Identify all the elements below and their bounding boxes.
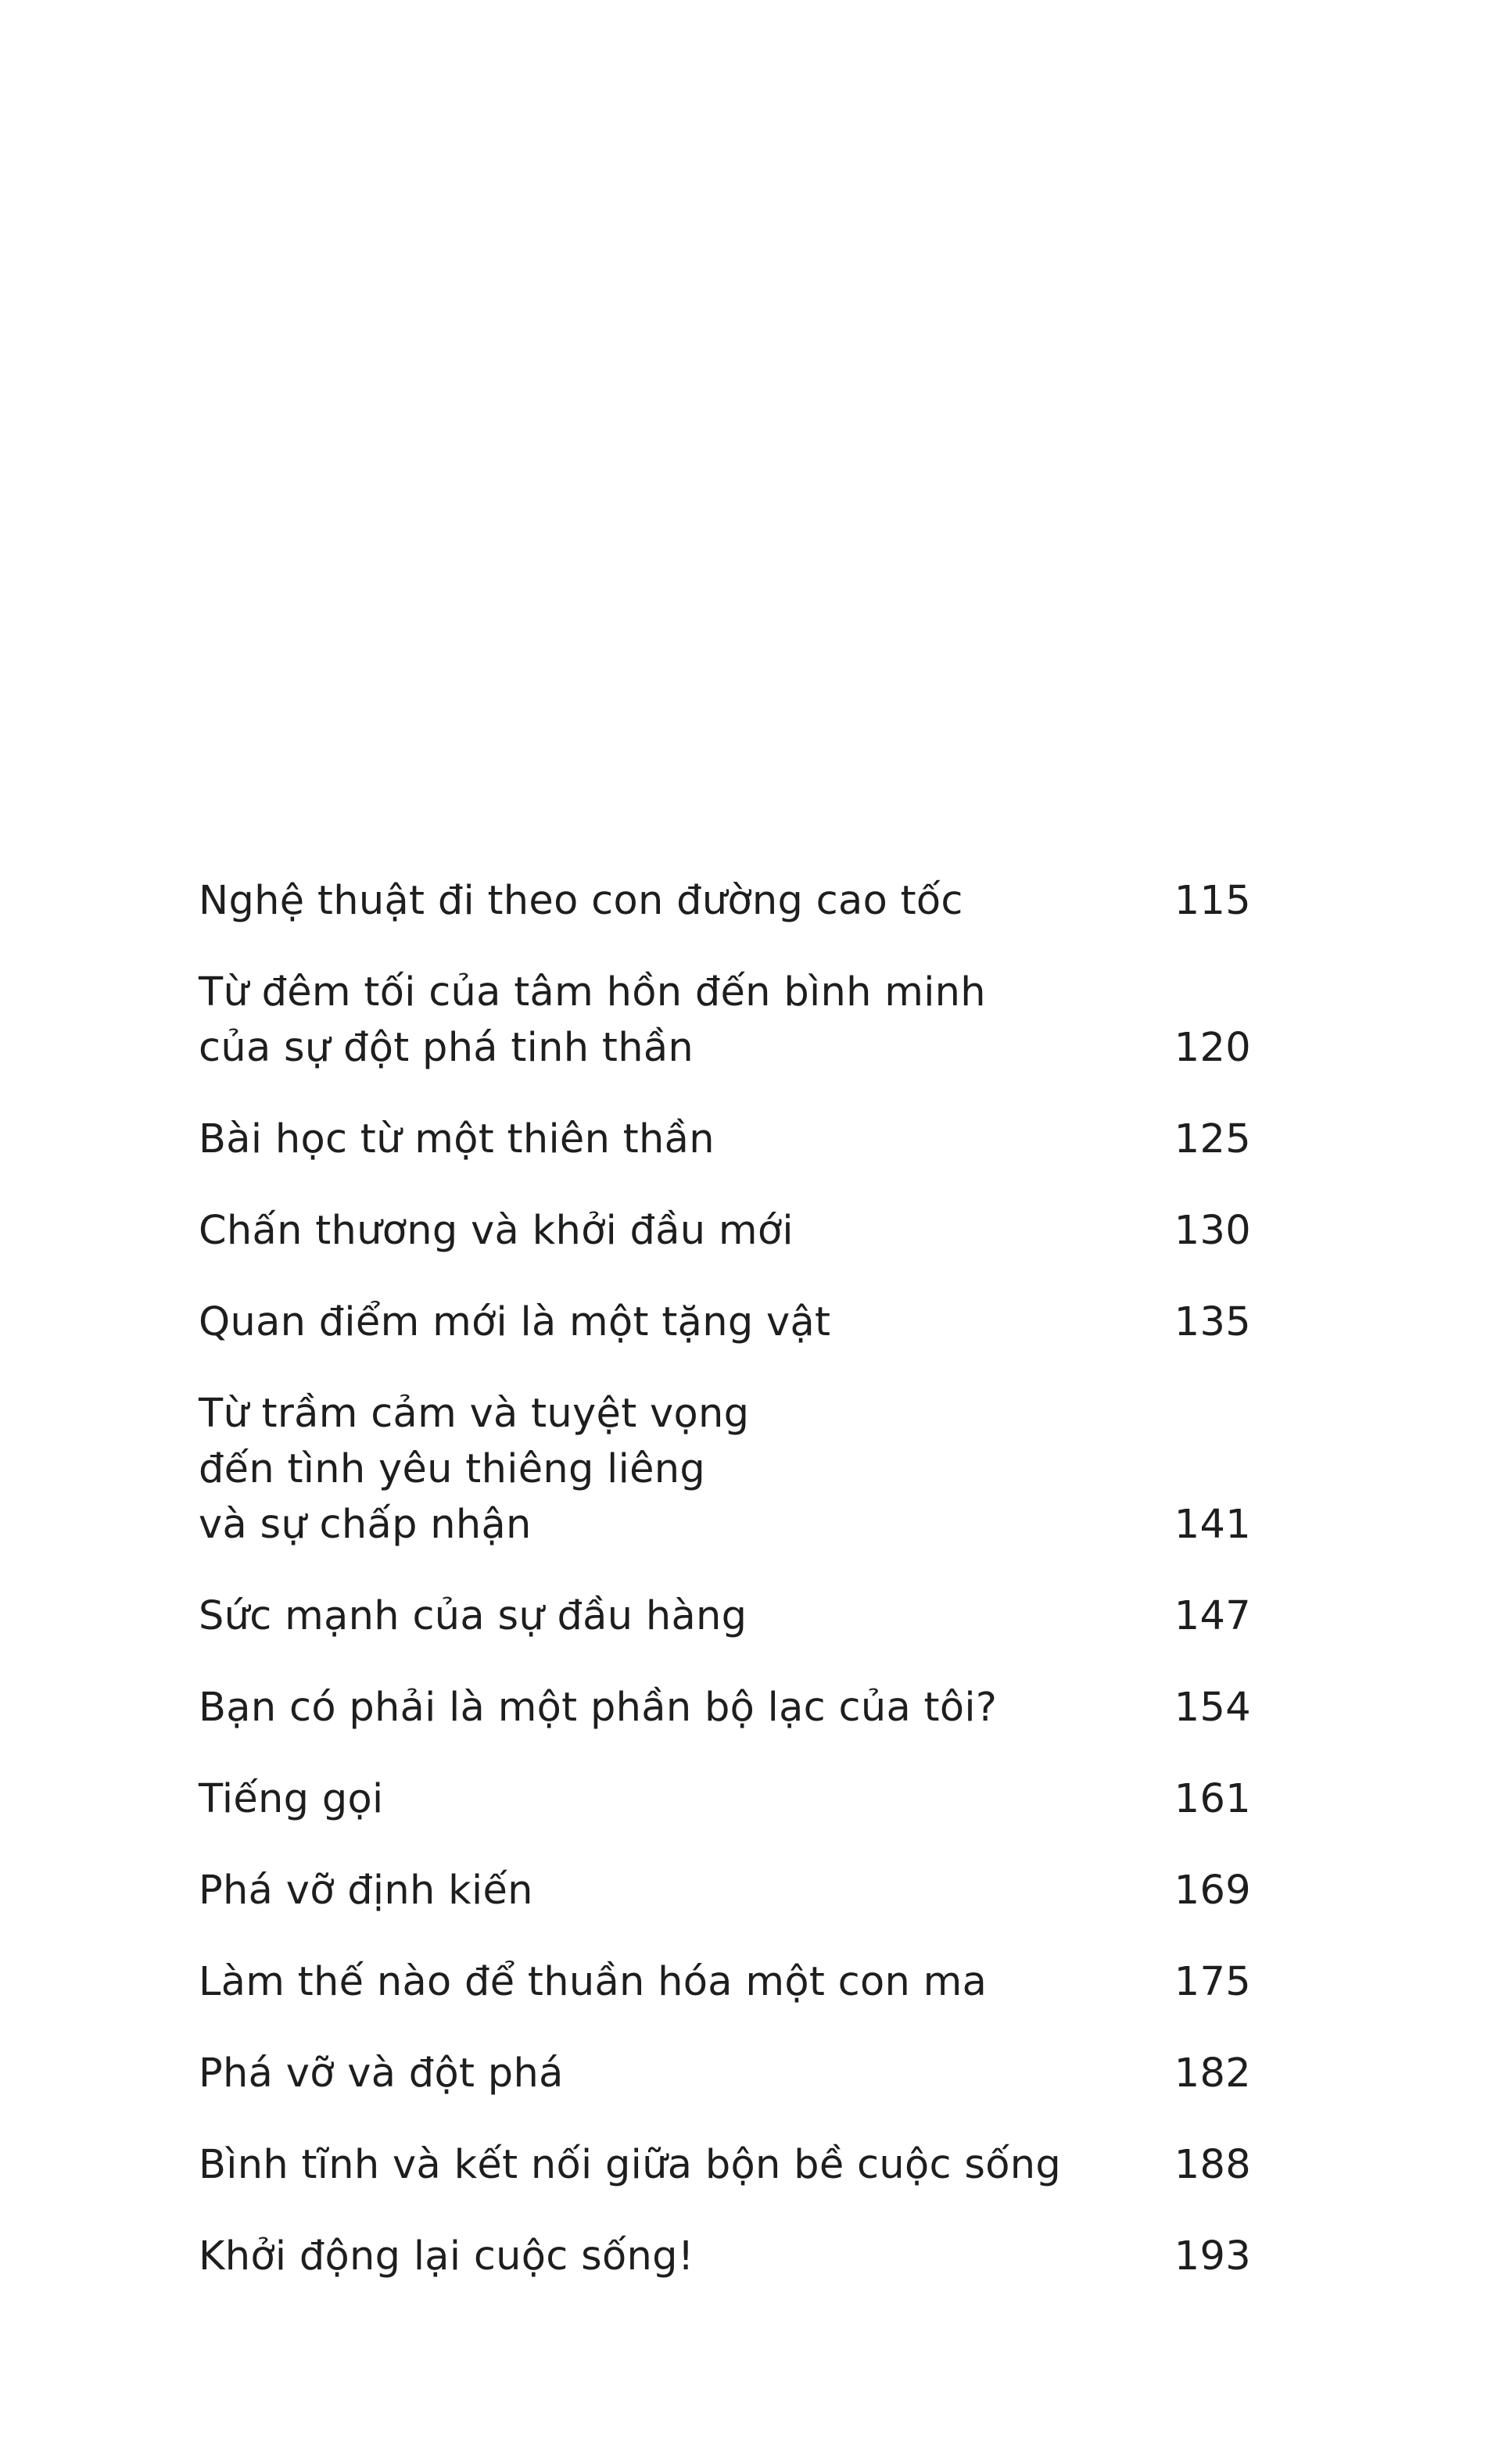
toc-entry [199,965,1251,1076]
toc-entry-title: Phá vỡ và đột phá [199,2050,564,2097]
toc-entry-title: Bài học từ một thiên thần [199,1116,715,1162]
toc-entry-title: Từ đêm tối của tâm hồn đến bình minh của sự đột phá tinh thần [199,969,986,1071]
toc-entry [199,2137,1251,2193]
toc-entry [199,1588,1251,1644]
toc-entry-title: Quan điểm mới là một tặng vật [199,1299,831,1345]
toc-entry-page: 182 [1174,2050,1251,2097]
toc-entry [199,2046,1251,2101]
table-of-contents [199,873,1251,2320]
toc-entry-title: Bạn có phải là một phần bộ lạc của tôi? [199,1685,998,1731]
toc-entry [199,873,1251,929]
toc-entry [199,1771,1251,1827]
toc-entry [199,1863,1251,1918]
toc-entry-title: Làm thế nào để thuần hóa một con ma [199,1959,988,2005]
toc-entry-page: 120 [1174,1025,1251,1071]
toc-entry [199,1203,1251,1259]
toc-entry-title: Từ trầm cảm và tuyệt vọng đến tình yêu thiêng liêng và sự chấp nhận [199,1391,750,1548]
toc-entry [199,1295,1251,1350]
toc-entry-title: Nghệ thuật đi theo con đường cao tốc [199,878,963,924]
toc-entry-title: Sức mạnh của sự đầu hàng [199,1593,748,1639]
toc-entry-page: 175 [1174,1959,1251,2005]
toc-entry-page: 193 [1174,2233,1251,2280]
toc-entry [199,2229,1251,2284]
toc-entry [199,1680,1251,1735]
toc-entry-page: 135 [1174,1299,1251,1345]
toc-entry-title: Tiếng gọi [199,1776,384,1822]
toc-entry-page: 147 [1174,1593,1251,1639]
toc-entry [199,1386,1251,1553]
toc-entry-page: 161 [1174,1776,1251,1822]
toc-entry-page: 115 [1174,878,1251,924]
toc-entry-title: Bình tĩnh và kết nối giữa bộn bề cuộc sống [199,2142,1061,2188]
toc-entry-page: 141 [1174,1502,1251,1548]
toc-entry-title: Phá vỡ định kiến [199,1868,533,1914]
toc-entry-page: 188 [1174,2142,1251,2188]
toc-entry-page: 130 [1174,1208,1251,1254]
toc-entry-title: Khởi động lại cuộc sống! [199,2233,694,2280]
toc-entry-title: Chấn thương và khởi đầu mới [199,1208,794,1254]
toc-entry-page: 169 [1174,1868,1251,1914]
toc-entry [199,1112,1251,1167]
toc-entry-page: 125 [1174,1116,1251,1162]
toc-entry-page: 154 [1174,1685,1251,1731]
toc-entry [199,1954,1251,2010]
